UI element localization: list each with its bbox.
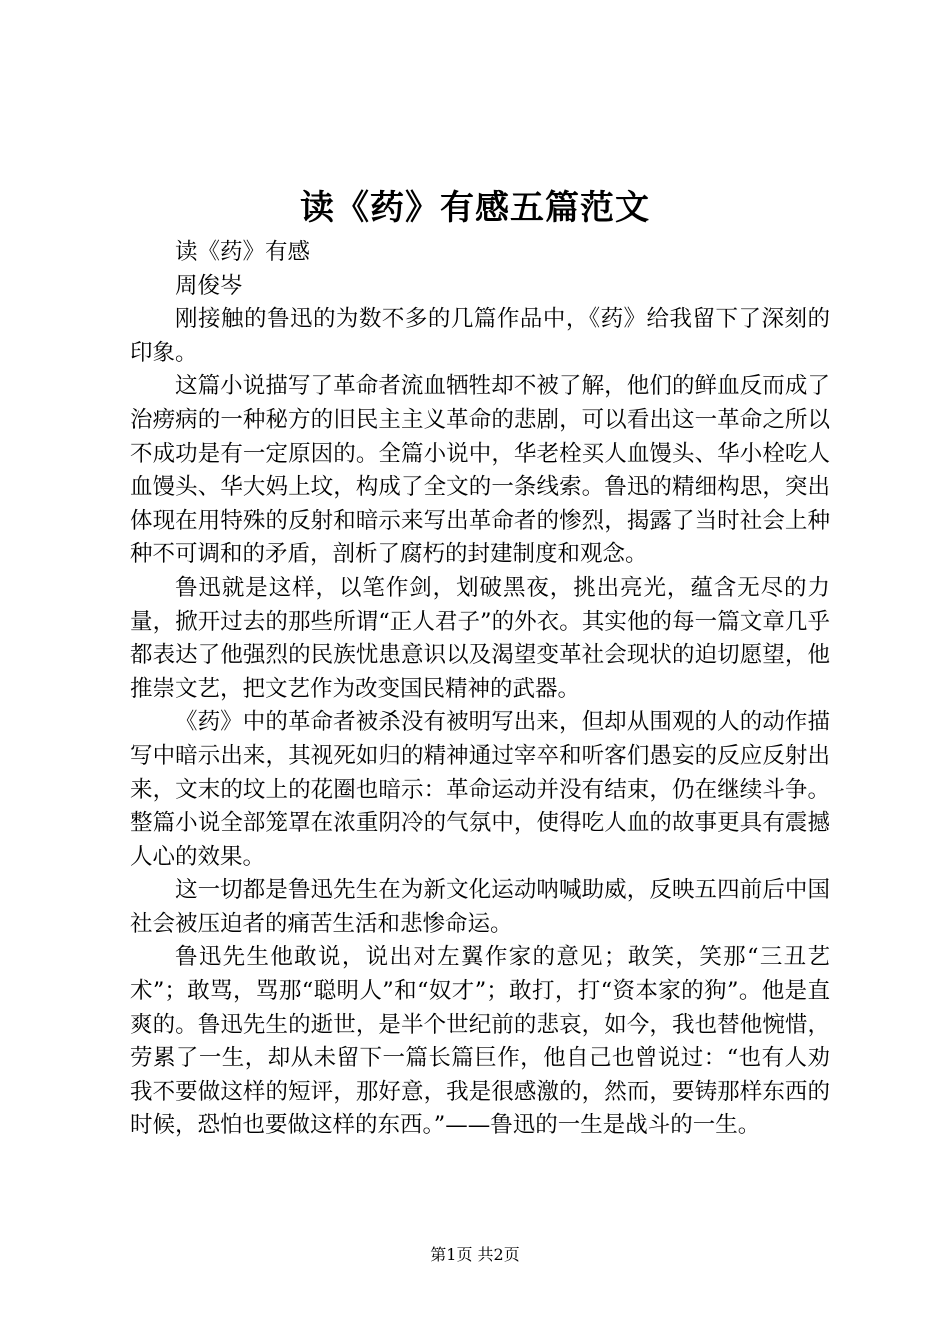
body-paragraph: 鲁迅先生他敢说，说出对左翼作家的意见；敢笑，笑那“三丑艺术”；敢骂，骂那“聪明人”和“奴才”；敢打，打“资本家的狗”。他是直爽的。鲁迅先生的逝世，是半个世纪前的悲哀，如今，我也替他惋惜，劳累了一生，却从未留下一篇长篇巨作，他自己也曾说过：“也有人劝我不要做这样的短评，那好意，我是很感激的，然而，要铸那样东西的时候，恐怕也要做这样的东西。”——鲁迅的一生是战斗的一生。 (130, 944, 830, 1139)
page-number-footer: 第1页 共2页 (430, 1245, 520, 1264)
document-body (130, 236, 830, 1143)
author-paragraph: 周俊岑 (175, 272, 243, 299)
body-paragraph: 鲁迅就是这样，以笔作剑，划破黑夜，挑出亮光，蕴含无尽的力量，掀开过去的那些所谓“正人君子”的外衣。其实他的每一篇文章几乎都表达了他强烈的民族忧患意识以及渴望变革社会现状的迫切愿望，他推崇文艺，把文艺作为改变国民精神的武器。 (130, 574, 830, 702)
document-title: 读《药》有感五篇范文 (300, 188, 650, 228)
body-paragraph: 这篇小说描写了革命者流血牺牲却不被了解，他们的鲜血反而成了治痨病的一种秘方的旧民主主义革命的悲剧，可以看出这一革命之所以不成功是有一定原因的。全篇小说中，华老栓买人血馒头、华小栓吃人血馒头、华大妈上坟，构成了全文的一条线索。鲁迅的精细构思，突出体现在用特殊的反射和暗示来写出革命者的惨烈，揭露了当时社会上种种不可调和的矛盾，剖析了腐朽的封建制度和观念。 (130, 373, 830, 568)
body-paragraph: 这一切都是鲁迅先生在为新文化运动呐喊助威，反映五四前后中国社会被压迫者的痛苦生活和悲惨命运。 (130, 877, 830, 937)
body-paragraph: 《药》中的革命者被杀没有被明写出来，但却从围观的人的动作描写中暗示出来，其视死如归的精神通过宰卒和听客们愚妄的反应反射出来，文末的坟上的花圈也暗示：革命运动并没有结束，仍在继续斗争。整篇小说全部笼罩在浓重阴冷的气氛中，使得吃人血的故事更具有震撼人心的效果。 (130, 709, 830, 870)
subtitle-paragraph: 读《药》有感 (175, 239, 311, 265)
body-paragraph: 刚接触的鲁迅的为数不多的几篇作品中，《药》给我留下了深刻的印象。 (130, 306, 830, 366)
